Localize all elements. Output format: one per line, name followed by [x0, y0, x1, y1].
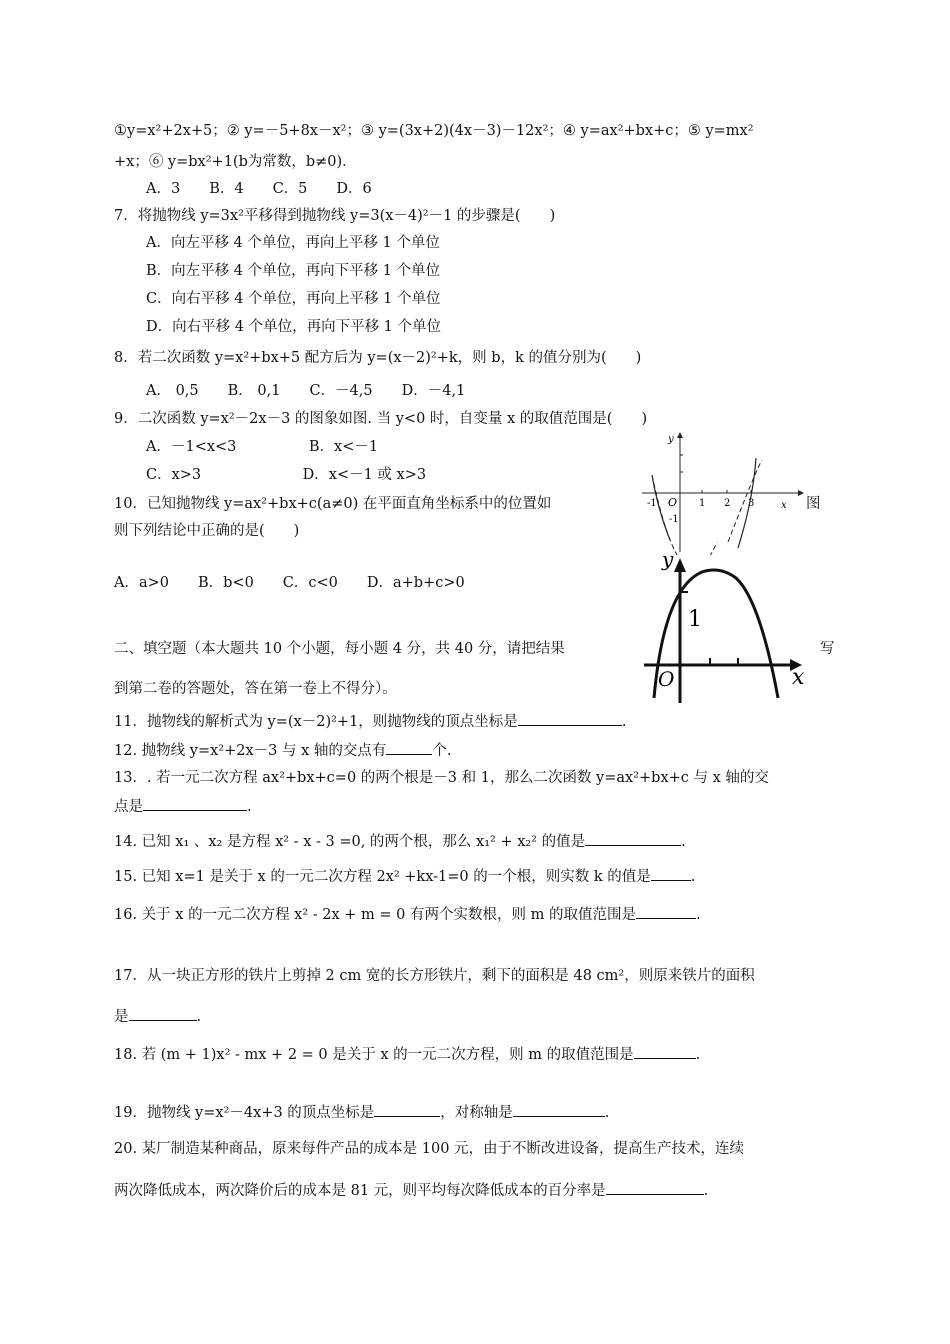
q9-x-arrow — [798, 490, 804, 496]
q9-stem: 9．二次函数 y=x²－2x－3 的图象如图. 当 y<0 时，自变量 x 的取值范围是( ) — [114, 411, 648, 427]
q8-stem: 8．若二次函数 y=x²+bx+5 配方后为 y=(x－2)²+k，则 b，k 的值分别为( ) — [114, 350, 642, 366]
q18-text: 18. 若 (m + 1)x² - mx + 2 = 0 是关于 x 的一元二次方程，则 m 的取值范围是 — [114, 1047, 634, 1063]
q10-origin-label: O — [658, 667, 675, 691]
q12-text-end: 个. — [432, 743, 452, 759]
q9-parabola-graph — [638, 430, 806, 555]
q10-parabola-graph — [632, 548, 812, 706]
q13-line1: 13．. 若一元二次方程 ax²+bx+c=0 的两个根是－3 和 1，那么二次函数 y=ax²+bx+c 与 x 轴的交 — [114, 770, 769, 786]
q12-answer-blank[interactable] — [386, 740, 432, 755]
q7-choice-a: A．向左平移 4 个单位，再向上平移 1 个单位 — [146, 235, 440, 251]
q17-answer-blank[interactable] — [129, 1006, 197, 1021]
q8-choices: A． 0,5 B． 0,1 C．－4,5 D．－4,1 — [146, 383, 466, 399]
q15 — [114, 866, 695, 887]
q13-text: 点是 — [114, 799, 143, 815]
q18-answer-blank[interactable] — [634, 1044, 696, 1059]
q13-line2 — [114, 796, 252, 817]
q10-y-arrow — [674, 558, 686, 572]
section-2-heading-line2: 到第二卷的答题处，答在第一卷上不得分）。 — [114, 681, 397, 697]
q13-period: . — [247, 799, 252, 815]
q9-tick-label-3: 3 — [748, 498, 755, 509]
q17-text: 是 — [114, 1009, 129, 1025]
q12-text: 12. 抛物线 y=x²+2x－3 与 x 轴的交点有 — [114, 743, 387, 759]
q7-choice-b: B．向左平移 4 个单位，再向下平移 1 个单位 — [146, 263, 441, 279]
q17-period: . — [196, 1009, 202, 1025]
q16 — [114, 904, 701, 925]
q6-options-line2: +x；⑥ y=bx²+1(b为常数，b≠0)． — [114, 154, 357, 170]
q14-answer-blank[interactable] — [585, 831, 681, 846]
q14-text: 14. 已知 x₁ 、x₂ 是方程 x² - x - 3 =0, 的两个根，那么 x₁² + x₂² 的值是 — [114, 834, 586, 850]
q18-period: . — [695, 1047, 701, 1063]
q17-line2 — [114, 1006, 201, 1027]
q19-axis-blank[interactable] — [513, 1102, 605, 1117]
q19-text-a: 19．抛物线 y=x²－4x+3 的顶点坐标是 — [114, 1105, 375, 1121]
q20-period: . — [703, 1183, 709, 1199]
q15-period: . — [690, 869, 696, 885]
q9-tick-label-1: 1 — [699, 498, 706, 509]
q11-answer-blank[interactable] — [518, 711, 622, 726]
q19-period: . — [604, 1105, 610, 1121]
q10-y-label: y — [662, 548, 674, 571]
q9-x-label: x — [781, 500, 787, 511]
q18 — [114, 1044, 700, 1065]
q20-line2 — [114, 1180, 708, 1201]
q20-answer-blank[interactable] — [606, 1180, 704, 1195]
section-2-heading-tail: 写 — [820, 641, 835, 657]
q10-stem: 10．已知抛物线 y=ax²+bx+c(a≠0) 在平面直角坐标系中的位置如 — [114, 496, 552, 512]
q17-line1: 17．从一块正方形的铁片上剪掉 2 cm 宽的长方形铁片，剩下的面积是 48 cm²，则原来铁片的面积 — [114, 968, 755, 984]
q9-origin-label: O — [668, 496, 678, 509]
q20-text: 两次降低成本，两次降价后的成本是 81 元，则平均每次降低成本的百分率是 — [114, 1183, 606, 1199]
q20-line1: 20. 某厂制造某种商品，原来每件产品的成本是 100 元，由于不断改进设备，提高生产技术，连续 — [114, 1141, 745, 1157]
q9-choices-ab: A．－1<x<3 B．x<－1 — [146, 439, 379, 455]
q11-text: 11．抛物线的解析式为 y=(x－2)²+1，则抛物线的顶点坐标是 — [114, 714, 518, 730]
q9-tick-label-neg1: -1 — [647, 498, 657, 509]
q10-choices: A．a>0 B．b<0 C．c<0 D．a+b+c>0 — [114, 575, 465, 591]
q12 — [114, 740, 452, 761]
q7-choice-d: D．向右平移 4 个单位，再向下平移 1 个单位 — [146, 319, 442, 335]
q19-text-b: ，对称轴是 — [440, 1105, 513, 1121]
q19 — [114, 1102, 609, 1123]
q11-period: . — [621, 714, 627, 730]
q9-choices-cd: C．x>3 D．x<－1 或 x>3 — [146, 467, 427, 483]
q9-y-label: y — [668, 434, 674, 445]
q13-answer-blank[interactable] — [143, 796, 247, 811]
q15-text: 15. 已知 x=1 是关于 x 的一元二次方程 2x² +kx-1=0 的一个根，则实数 k 的值是 — [114, 869, 651, 885]
q6-options-line1: ①y=x²+2x+5；② y=－5+8x－x²；③ y=(3x+2)(4x－3)－12x²；④ y=ax²+bx+c；⑤ y=mx² — [114, 123, 754, 139]
q9-y-arrow — [677, 432, 683, 438]
q9-tick-label-2: 2 — [724, 498, 731, 509]
q16-answer-blank[interactable] — [636, 904, 696, 919]
q7-stem: 7．将抛物线 y=3x²平移得到抛物线 y=3(x－4)²－1 的步骤是( ) — [114, 208, 556, 224]
section-2-heading: 二、填空题（本大题共 10 个小题，每小题 4 分，共 40 分，请把结果 — [114, 641, 565, 657]
q16-text: 16. 关于 x 的一元二次方程 x² - 2x + m = 0 有两个实数根，则 m 的取值范围是 — [114, 907, 636, 923]
q9-y-label-neg1: -1 — [669, 514, 679, 525]
q14 — [114, 831, 686, 852]
q15-answer-blank[interactable] — [651, 866, 691, 881]
q10-x-label: x — [792, 665, 805, 690]
q7-choice-c: C．向右平移 4 个单位，再向上平移 1 个单位 — [146, 291, 441, 307]
q10-one-label: 1 — [688, 607, 702, 632]
q11 — [114, 711, 626, 732]
q19-vertex-blank[interactable] — [374, 1102, 440, 1117]
q10-stem-line2: 则下列结论中正确的是( ) — [114, 523, 300, 539]
q6-choices: A．3 B．4 C．5 D．6 — [146, 181, 372, 197]
q16-period: . — [695, 907, 701, 923]
q10-stem-tail: 图 — [806, 496, 821, 512]
q14-period: . — [681, 834, 686, 850]
